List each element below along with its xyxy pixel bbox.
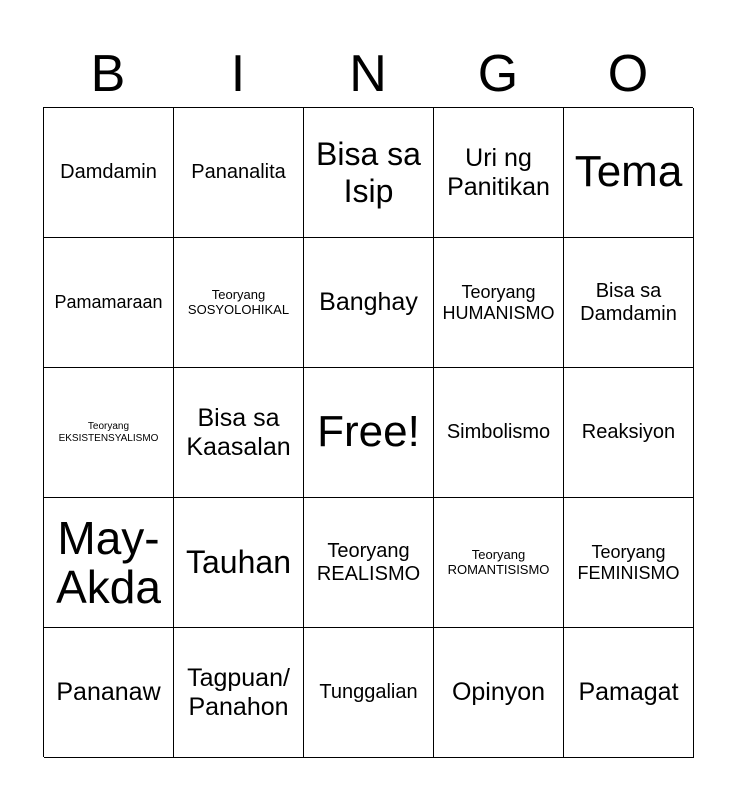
cell-label: Tunggalian xyxy=(319,681,418,703)
cell-label: Pamamaraan xyxy=(54,292,163,313)
cell-label: Free! xyxy=(317,407,420,457)
cell-label: Pananaw xyxy=(56,678,161,707)
cell-label: Bisa sa Isip xyxy=(316,135,421,209)
bingo-cell[interactable] xyxy=(174,238,304,368)
cell-label: Uri ng Panitikan xyxy=(447,143,550,201)
cell-label: Bisa sa Kaasalan xyxy=(186,403,291,461)
bingo-free-cell[interactable] xyxy=(304,368,434,498)
cell-label: Tagpuan/ Panahon xyxy=(187,663,290,721)
bingo-cell[interactable] xyxy=(304,628,434,758)
cell-label: Pamagat xyxy=(578,678,679,707)
bingo-cell[interactable] xyxy=(564,108,694,238)
cell-label: Teoryang HUMANISMO xyxy=(442,281,555,323)
bingo-cell[interactable] xyxy=(564,368,694,498)
cell-label: Tauhan xyxy=(186,544,291,581)
bingo-cell[interactable] xyxy=(304,238,434,368)
cell-label: Tema xyxy=(574,147,683,197)
cell-label: Banghay xyxy=(319,288,418,317)
header-letter-b: B xyxy=(90,45,126,103)
bingo-cell[interactable] xyxy=(564,238,694,368)
bingo-cell[interactable] xyxy=(174,108,304,238)
bingo-header xyxy=(43,40,693,108)
bingo-cell[interactable] xyxy=(434,498,564,628)
bingo-cell[interactable] xyxy=(44,628,174,758)
bingo-cell[interactable] xyxy=(44,498,174,628)
bingo-cell[interactable] xyxy=(564,498,694,628)
bingo-cell[interactable] xyxy=(304,498,434,628)
bingo-cell[interactable] xyxy=(304,108,434,238)
bingo-cell[interactable] xyxy=(44,368,174,498)
bingo-cell[interactable] xyxy=(434,628,564,758)
header-letter-n: N xyxy=(349,45,387,103)
cell-label: Reaksiyon xyxy=(581,421,676,443)
cell-label: Pananalita xyxy=(191,161,286,183)
bingo-cell[interactable] xyxy=(44,238,174,368)
cell-label: Teoryang SOSYOLOHIKAL xyxy=(187,286,290,317)
bingo-cell[interactable] xyxy=(434,108,564,238)
header-letter-o: O xyxy=(607,45,649,103)
cell-label: Damdamin xyxy=(60,161,157,183)
header-letter-g: G xyxy=(477,45,519,103)
cell-label: Bisa sa Damdamin xyxy=(580,279,677,325)
cell-label: May-Akda xyxy=(56,512,161,613)
cell-label: Teoryang REALISMO xyxy=(316,539,421,585)
bingo-cell[interactable] xyxy=(564,628,694,758)
bingo-cell[interactable] xyxy=(434,368,564,498)
cell-label: Teoryang ROMANTISISMO xyxy=(447,546,550,577)
cell-label: Teoryang EKSISTENSYALISMO xyxy=(58,421,159,444)
header-letter-i: I xyxy=(230,45,246,103)
bingo-cell[interactable] xyxy=(434,238,564,368)
cell-label: Teoryang FEMINISMO xyxy=(577,541,680,583)
bingo-board xyxy=(43,107,693,757)
cell-label: Simbolismo xyxy=(446,421,551,443)
bingo-cell[interactable] xyxy=(174,498,304,628)
bingo-cell[interactable] xyxy=(174,368,304,498)
cell-label: Opinyon xyxy=(451,678,546,707)
bingo-cell[interactable] xyxy=(174,628,304,758)
bingo-cell[interactable] xyxy=(44,108,174,238)
